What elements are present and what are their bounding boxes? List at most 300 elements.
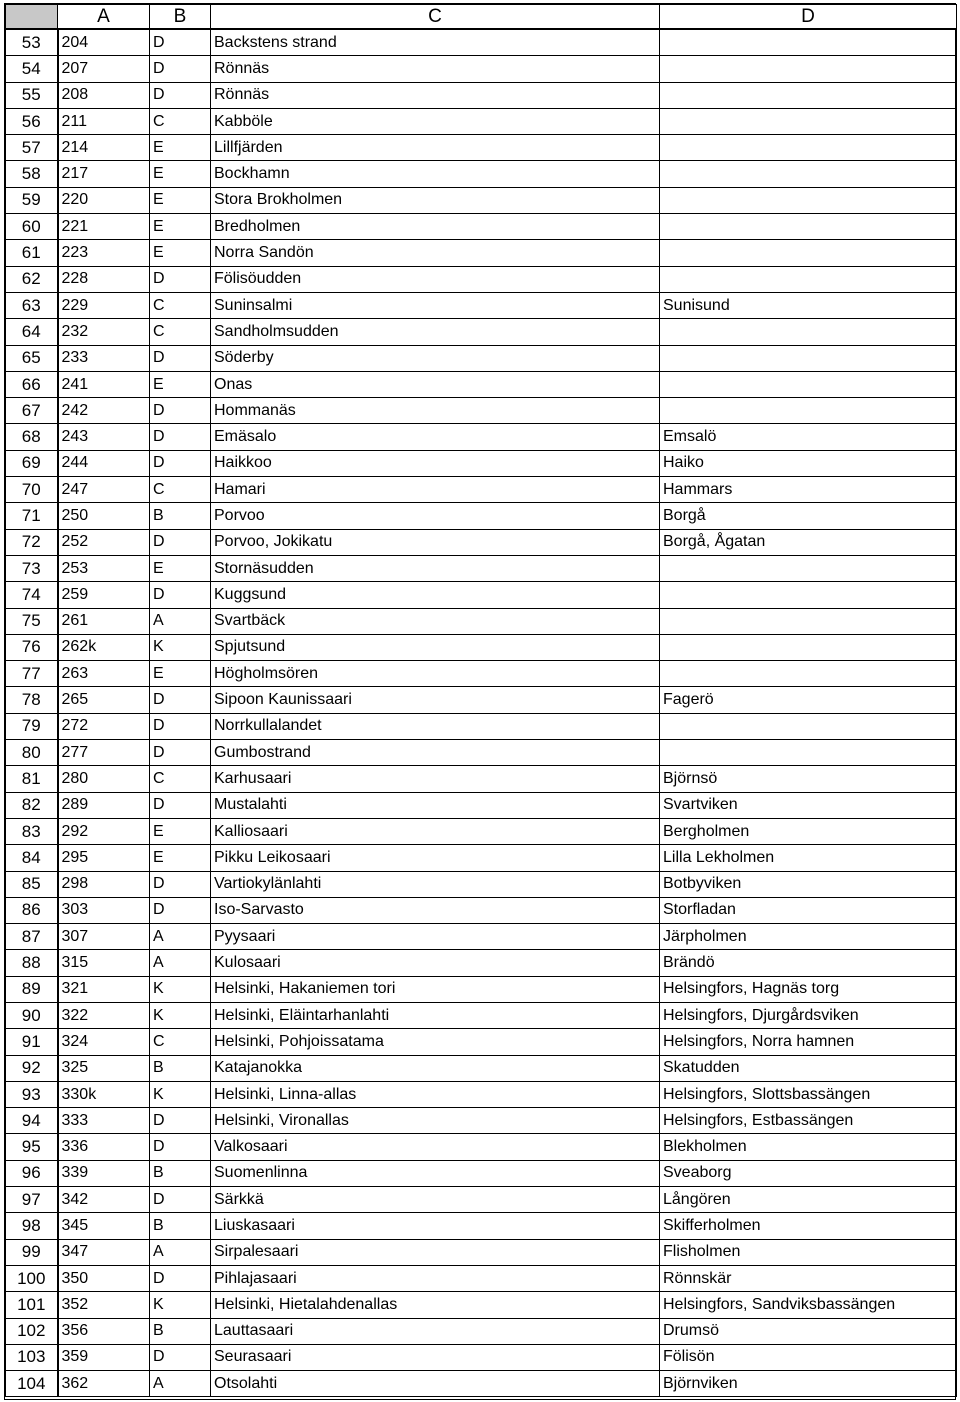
table-row bbox=[6, 450, 957, 476]
cell-d[interactable]: Drumsö bbox=[660, 1318, 957, 1344]
table-row bbox=[6, 1134, 957, 1160]
cell-d[interactable] bbox=[660, 319, 957, 345]
cell-d[interactable] bbox=[660, 214, 957, 240]
cell-b[interactable]: A bbox=[150, 1371, 211, 1397]
cell-c[interactable]: Spjutsund bbox=[211, 634, 660, 660]
cell-a[interactable]: 221 bbox=[58, 214, 150, 240]
cell-d[interactable] bbox=[660, 555, 957, 581]
cell-a[interactable]: 345 bbox=[58, 1213, 150, 1239]
table-row bbox=[6, 871, 957, 897]
cell-a[interactable]: 280 bbox=[58, 766, 150, 792]
cell-c[interactable]: Lillfjärden bbox=[211, 135, 660, 161]
cell-b[interactable]: C bbox=[150, 766, 211, 792]
cell-c[interactable]: Rönnäs bbox=[211, 56, 660, 82]
cell-c[interactable]: Söderby bbox=[211, 345, 660, 371]
cell-b[interactable]: D bbox=[150, 897, 211, 923]
cell-c[interactable]: Kuggsund bbox=[211, 582, 660, 608]
row-number[interactable]: 81 bbox=[6, 766, 58, 792]
row-number[interactable]: 66 bbox=[6, 371, 58, 397]
cell-a[interactable]: 298 bbox=[58, 871, 150, 897]
cell-b[interactable]: D bbox=[150, 713, 211, 739]
cell-d[interactable] bbox=[660, 608, 957, 634]
table-row bbox=[6, 555, 957, 581]
table-row bbox=[6, 818, 957, 844]
row-number[interactable]: 91 bbox=[6, 1029, 58, 1055]
cell-a[interactable]: 289 bbox=[58, 792, 150, 818]
row-number[interactable]: 98 bbox=[6, 1213, 58, 1239]
cell-a[interactable]: 253 bbox=[58, 555, 150, 581]
row-number[interactable]: 61 bbox=[6, 240, 58, 266]
cell-c[interactable]: Helsinki, Vironallas bbox=[211, 1108, 660, 1134]
cell-a[interactable]: 324 bbox=[58, 1029, 150, 1055]
cell-c[interactable]: Karhusaari bbox=[211, 766, 660, 792]
row-number[interactable]: 87 bbox=[6, 924, 58, 950]
row-number[interactable]: 88 bbox=[6, 950, 58, 976]
cell-a[interactable]: 333 bbox=[58, 1108, 150, 1134]
cell-c[interactable]: Porvoo bbox=[211, 503, 660, 529]
cell-a[interactable]: 272 bbox=[58, 713, 150, 739]
table-row bbox=[6, 424, 957, 450]
cell-b[interactable]: E bbox=[150, 371, 211, 397]
table-row bbox=[6, 740, 957, 766]
cell-c[interactable]: Stornäsudden bbox=[211, 555, 660, 581]
cell-a[interactable]: 229 bbox=[58, 292, 150, 318]
row-number[interactable]: 90 bbox=[6, 1002, 58, 1028]
row-number[interactable]: 86 bbox=[6, 897, 58, 923]
cell-c[interactable]: Iso-Sarvasto bbox=[211, 897, 660, 923]
cell-b[interactable]: D bbox=[150, 740, 211, 766]
table-row bbox=[6, 924, 957, 950]
cell-b[interactable]: C bbox=[150, 108, 211, 134]
cell-b[interactable]: A bbox=[150, 608, 211, 634]
table-row bbox=[6, 608, 957, 634]
cell-b[interactable]: D bbox=[150, 424, 211, 450]
cell-a[interactable]: 232 bbox=[58, 319, 150, 345]
cell-b[interactable]: C bbox=[150, 319, 211, 345]
cell-d[interactable]: Flisholmen bbox=[660, 1239, 957, 1265]
row-number[interactable]: 102 bbox=[6, 1318, 58, 1344]
cell-c[interactable]: Norra Sandön bbox=[211, 240, 660, 266]
cell-c[interactable]: Sirpalesaari bbox=[211, 1239, 660, 1265]
row-number[interactable]: 83 bbox=[6, 818, 58, 844]
cell-b[interactable]: B bbox=[150, 1160, 211, 1186]
cell-a[interactable]: 204 bbox=[58, 29, 150, 56]
row-number[interactable]: 59 bbox=[6, 187, 58, 213]
table-row bbox=[6, 345, 957, 371]
cell-d[interactable]: Fölisön bbox=[660, 1344, 957, 1370]
cell-a[interactable]: 295 bbox=[58, 845, 150, 871]
cell-d[interactable]: Blekholmen bbox=[660, 1134, 957, 1160]
cell-c[interactable]: Lauttasaari bbox=[211, 1318, 660, 1344]
cell-d[interactable]: Borgå, Ågatan bbox=[660, 529, 957, 555]
cell-c[interactable]: Gumbostrand bbox=[211, 740, 660, 766]
cell-c[interactable]: Seurasaari bbox=[211, 1344, 660, 1370]
cell-d[interactable] bbox=[660, 266, 957, 292]
table-row bbox=[6, 240, 957, 266]
cell-c[interactable]: Porvoo, Jokikatu bbox=[211, 529, 660, 555]
row-number[interactable]: 55 bbox=[6, 82, 58, 108]
row-number[interactable]: 69 bbox=[6, 450, 58, 476]
cell-c[interactable]: Otsolahti bbox=[211, 1371, 660, 1397]
row-number[interactable]: 100 bbox=[6, 1265, 58, 1291]
cell-d[interactable]: Sunisund bbox=[660, 292, 957, 318]
cell-c[interactable]: Onas bbox=[211, 371, 660, 397]
cell-b[interactable]: K bbox=[150, 976, 211, 1002]
cell-a[interactable]: 243 bbox=[58, 424, 150, 450]
row-number[interactable]: 68 bbox=[6, 424, 58, 450]
cell-b[interactable]: K bbox=[150, 1292, 211, 1318]
row-number[interactable]: 94 bbox=[6, 1108, 58, 1134]
table-row bbox=[6, 1055, 957, 1081]
cell-d[interactable] bbox=[660, 713, 957, 739]
cell-b[interactable]: B bbox=[150, 1055, 211, 1081]
row-number[interactable]: 53 bbox=[6, 29, 58, 56]
cell-d[interactable]: Borgå bbox=[660, 503, 957, 529]
table-row bbox=[6, 661, 957, 687]
table-row bbox=[6, 529, 957, 555]
cell-d[interactable]: Skatudden bbox=[660, 1055, 957, 1081]
cell-d[interactable] bbox=[660, 108, 957, 134]
row-number[interactable]: 84 bbox=[6, 845, 58, 871]
cell-a[interactable]: 223 bbox=[58, 240, 150, 266]
cell-b[interactable]: C bbox=[150, 1029, 211, 1055]
row-number[interactable]: 63 bbox=[6, 292, 58, 318]
cell-d[interactable] bbox=[660, 582, 957, 608]
cell-a[interactable]: 247 bbox=[58, 477, 150, 503]
row-number[interactable]: 82 bbox=[6, 792, 58, 818]
cell-a[interactable]: 292 bbox=[58, 818, 150, 844]
table-row bbox=[6, 713, 957, 739]
cell-c[interactable]: Vartiokylänlahti bbox=[211, 871, 660, 897]
cell-b[interactable]: B bbox=[150, 1213, 211, 1239]
cell-a[interactable]: 211 bbox=[58, 108, 150, 134]
table-row bbox=[6, 214, 957, 240]
cell-a[interactable]: 350 bbox=[58, 1265, 150, 1291]
cell-c[interactable]: Rönnäs bbox=[211, 82, 660, 108]
cell-c[interactable]: Helsinki, Linna-allas bbox=[211, 1081, 660, 1107]
cell-b[interactable]: E bbox=[150, 240, 211, 266]
cell-a[interactable]: 242 bbox=[58, 398, 150, 424]
cell-b[interactable]: D bbox=[150, 1265, 211, 1291]
cell-b[interactable]: D bbox=[150, 792, 211, 818]
cell-c[interactable]: Hamari bbox=[211, 477, 660, 503]
cell-b[interactable]: K bbox=[150, 1081, 211, 1107]
row-number[interactable]: 101 bbox=[6, 1292, 58, 1318]
cell-a[interactable]: 342 bbox=[58, 1187, 150, 1213]
cell-d[interactable]: Sveaborg bbox=[660, 1160, 957, 1186]
spreadsheet bbox=[4, 3, 956, 1400]
cell-a[interactable]: 252 bbox=[58, 529, 150, 555]
table-row bbox=[6, 371, 957, 397]
row-number[interactable]: 70 bbox=[6, 477, 58, 503]
cell-c[interactable]: Kulosaari bbox=[211, 950, 660, 976]
row-number[interactable]: 64 bbox=[6, 319, 58, 345]
cell-d[interactable] bbox=[660, 135, 957, 161]
row-number[interactable]: 67 bbox=[6, 398, 58, 424]
row-number[interactable]: 97 bbox=[6, 1187, 58, 1213]
cell-c[interactable]: Helsinki, Eläintarhanlahti bbox=[211, 1002, 660, 1028]
cell-b[interactable]: D bbox=[150, 1108, 211, 1134]
table-row bbox=[6, 29, 957, 56]
cell-d[interactable] bbox=[660, 634, 957, 660]
cell-c[interactable]: Sipoon Kaunissaari bbox=[211, 687, 660, 713]
row-number[interactable]: 72 bbox=[6, 529, 58, 555]
cell-c[interactable]: Pihlajasaari bbox=[211, 1265, 660, 1291]
table-row bbox=[6, 135, 957, 161]
table-row bbox=[6, 1213, 957, 1239]
cell-b[interactable]: A bbox=[150, 950, 211, 976]
cell-c[interactable]: Emäsalo bbox=[211, 424, 660, 450]
cell-b[interactable]: D bbox=[150, 82, 211, 108]
cell-c[interactable]: Liuskasaari bbox=[211, 1213, 660, 1239]
cell-c[interactable]: Helsinki, Pohjoissatama bbox=[211, 1029, 660, 1055]
row-number[interactable]: 57 bbox=[6, 135, 58, 161]
cell-b[interactable]: E bbox=[150, 214, 211, 240]
column-header-c[interactable]: C bbox=[211, 5, 660, 30]
row-number[interactable]: 65 bbox=[6, 345, 58, 371]
cell-d[interactable]: Svartviken bbox=[660, 792, 957, 818]
cell-c[interactable]: Helsinki, Hakaniemen tori bbox=[211, 976, 660, 1002]
row-number[interactable]: 89 bbox=[6, 976, 58, 1002]
cell-d[interactable]: Storfladan bbox=[660, 897, 957, 923]
cell-a[interactable]: 207 bbox=[58, 56, 150, 82]
cell-d[interactable] bbox=[660, 82, 957, 108]
cell-d[interactable] bbox=[660, 29, 957, 56]
row-number[interactable]: 103 bbox=[6, 1344, 58, 1370]
cell-d[interactable]: Helsingfors, Sandviksbassängen bbox=[660, 1292, 957, 1318]
row-number[interactable]: 93 bbox=[6, 1081, 58, 1107]
cell-b[interactable]: D bbox=[150, 398, 211, 424]
cell-b[interactable]: D bbox=[150, 345, 211, 371]
cell-a[interactable]: 303 bbox=[58, 897, 150, 923]
cell-b[interactable]: E bbox=[150, 187, 211, 213]
cell-c[interactable]: Norrkullalandet bbox=[211, 713, 660, 739]
cell-c[interactable]: Bockhamn bbox=[211, 161, 660, 187]
cell-b[interactable]: D bbox=[150, 266, 211, 292]
cell-d[interactable]: Björnviken bbox=[660, 1371, 957, 1397]
cell-a[interactable]: 307 bbox=[58, 924, 150, 950]
cell-d[interactable]: Skifferholmen bbox=[660, 1213, 957, 1239]
cell-b[interactable]: D bbox=[150, 1187, 211, 1213]
cell-b[interactable]: A bbox=[150, 1239, 211, 1265]
row-number[interactable]: 79 bbox=[6, 713, 58, 739]
cell-c[interactable]: Svartbäck bbox=[211, 608, 660, 634]
column-header-d[interactable]: D bbox=[660, 5, 957, 30]
cell-d[interactable]: Haiko bbox=[660, 450, 957, 476]
cell-a[interactable]: 339 bbox=[58, 1160, 150, 1186]
cell-c[interactable]: Fölisöudden bbox=[211, 266, 660, 292]
cell-d[interactable]: Järpholmen bbox=[660, 924, 957, 950]
row-number[interactable]: 76 bbox=[6, 634, 58, 660]
cell-d[interactable] bbox=[660, 56, 957, 82]
cell-b[interactable]: D bbox=[150, 1134, 211, 1160]
table-row bbox=[6, 792, 957, 818]
cell-a[interactable]: 321 bbox=[58, 976, 150, 1002]
cell-a[interactable]: 259 bbox=[58, 582, 150, 608]
cell-d[interactable] bbox=[660, 371, 957, 397]
cell-b[interactable]: E bbox=[150, 135, 211, 161]
cell-a[interactable]: 228 bbox=[58, 266, 150, 292]
cell-a[interactable]: 359 bbox=[58, 1344, 150, 1370]
table-row bbox=[6, 398, 957, 424]
row-number[interactable]: 56 bbox=[6, 108, 58, 134]
cell-b[interactable]: D bbox=[150, 582, 211, 608]
cell-a[interactable]: 263 bbox=[58, 661, 150, 687]
row-number[interactable]: 99 bbox=[6, 1239, 58, 1265]
cell-a[interactable]: 325 bbox=[58, 1055, 150, 1081]
cell-a[interactable]: 214 bbox=[58, 135, 150, 161]
cell-c[interactable]: Kalliosaari bbox=[211, 818, 660, 844]
select-all-corner[interactable] bbox=[6, 5, 58, 30]
cell-b[interactable]: D bbox=[150, 1344, 211, 1370]
cell-d[interactable] bbox=[660, 240, 957, 266]
row-number[interactable]: 96 bbox=[6, 1160, 58, 1186]
row-number[interactable]: 74 bbox=[6, 582, 58, 608]
grid-body bbox=[6, 29, 957, 1397]
row-number[interactable]: 77 bbox=[6, 661, 58, 687]
cell-b[interactable]: K bbox=[150, 634, 211, 660]
cell-c[interactable]: Pikku Leikosaari bbox=[211, 845, 660, 871]
row-number[interactable]: 104 bbox=[6, 1371, 58, 1397]
cell-c[interactable]: Suninsalmi bbox=[211, 292, 660, 318]
row-number[interactable]: 71 bbox=[6, 503, 58, 529]
cell-c[interactable]: Pyysaari bbox=[211, 924, 660, 950]
cell-a[interactable]: 265 bbox=[58, 687, 150, 713]
table-row bbox=[6, 1318, 957, 1344]
cell-d[interactable]: Helsingfors, Norra hamnen bbox=[660, 1029, 957, 1055]
column-header-b[interactable]: B bbox=[150, 5, 211, 30]
cell-b[interactable]: D bbox=[150, 871, 211, 897]
cell-d[interactable]: Hammars bbox=[660, 477, 957, 503]
table-row bbox=[6, 1239, 957, 1265]
row-number[interactable]: 60 bbox=[6, 214, 58, 240]
cell-c[interactable]: Mustalahti bbox=[211, 792, 660, 818]
cell-b[interactable]: K bbox=[150, 1002, 211, 1028]
cell-b[interactable]: D bbox=[150, 56, 211, 82]
cell-b[interactable]: D bbox=[150, 29, 211, 56]
row-number[interactable]: 62 bbox=[6, 266, 58, 292]
cell-a[interactable]: 277 bbox=[58, 740, 150, 766]
row-number[interactable]: 58 bbox=[6, 161, 58, 187]
table-row bbox=[6, 477, 957, 503]
table-row bbox=[6, 108, 957, 134]
cell-b[interactable]: C bbox=[150, 477, 211, 503]
cell-b[interactable]: E bbox=[150, 661, 211, 687]
cell-a[interactable]: 322 bbox=[58, 1002, 150, 1028]
cell-d[interactable]: Helsingfors, Hagnäs torg bbox=[660, 976, 957, 1002]
cell-d[interactable]: Brändö bbox=[660, 950, 957, 976]
cell-b[interactable]: A bbox=[150, 924, 211, 950]
table-row bbox=[6, 1081, 957, 1107]
row-number[interactable]: 85 bbox=[6, 871, 58, 897]
cell-d[interactable]: Fagerö bbox=[660, 687, 957, 713]
cell-c[interactable]: Kabböle bbox=[211, 108, 660, 134]
row-number[interactable]: 92 bbox=[6, 1055, 58, 1081]
cell-a[interactable]: 220 bbox=[58, 187, 150, 213]
table-row bbox=[6, 1265, 957, 1291]
cell-a[interactable]: 336 bbox=[58, 1134, 150, 1160]
row-number[interactable]: 54 bbox=[6, 56, 58, 82]
cell-d[interactable] bbox=[660, 398, 957, 424]
cell-c[interactable]: Högholmsören bbox=[211, 661, 660, 687]
cell-d[interactable]: Bergholmen bbox=[660, 818, 957, 844]
cell-a[interactable]: 347 bbox=[58, 1239, 150, 1265]
cell-d[interactable]: Helsingfors, Estbassängen bbox=[660, 1108, 957, 1134]
cell-b[interactable]: B bbox=[150, 503, 211, 529]
cell-a[interactable]: 217 bbox=[58, 161, 150, 187]
table-row bbox=[6, 161, 957, 187]
cell-c[interactable]: Suomenlinna bbox=[211, 1160, 660, 1186]
cell-d[interactable] bbox=[660, 187, 957, 213]
cell-d[interactable]: Helsingfors, Djurgårdsviken bbox=[660, 1002, 957, 1028]
cell-d[interactable] bbox=[660, 661, 957, 687]
cell-a[interactable]: 244 bbox=[58, 450, 150, 476]
cell-b[interactable]: E bbox=[150, 555, 211, 581]
cell-d[interactable] bbox=[660, 345, 957, 371]
cell-c[interactable]: Hommanäs bbox=[211, 398, 660, 424]
table-row bbox=[6, 1371, 957, 1397]
cell-b[interactable]: C bbox=[150, 292, 211, 318]
cell-b[interactable]: D bbox=[150, 450, 211, 476]
cell-d[interactable]: Lilla Lekholmen bbox=[660, 845, 957, 871]
cell-a[interactable]: 315 bbox=[58, 950, 150, 976]
cell-c[interactable]: Bredholmen bbox=[211, 214, 660, 240]
cell-b[interactable]: E bbox=[150, 161, 211, 187]
row-number[interactable]: 78 bbox=[6, 687, 58, 713]
cell-a[interactable]: 352 bbox=[58, 1292, 150, 1318]
cell-d[interactable]: Emsalö bbox=[660, 424, 957, 450]
row-number[interactable]: 75 bbox=[6, 608, 58, 634]
table-row bbox=[6, 766, 957, 792]
cell-b[interactable]: E bbox=[150, 818, 211, 844]
cell-b[interactable]: D bbox=[150, 529, 211, 555]
cell-b[interactable]: B bbox=[150, 1318, 211, 1344]
cell-c[interactable]: Särkkä bbox=[211, 1187, 660, 1213]
cell-a[interactable]: 262k bbox=[58, 634, 150, 660]
row-number[interactable]: 73 bbox=[6, 555, 58, 581]
cell-a[interactable]: 261 bbox=[58, 608, 150, 634]
row-number[interactable]: 80 bbox=[6, 740, 58, 766]
cell-c[interactable]: Backstens strand bbox=[211, 29, 660, 56]
cell-c[interactable]: Valkosaari bbox=[211, 1134, 660, 1160]
cell-a[interactable]: 356 bbox=[58, 1318, 150, 1344]
table-row bbox=[6, 266, 957, 292]
table-row bbox=[6, 1160, 957, 1186]
cell-a[interactable]: 362 bbox=[58, 1371, 150, 1397]
cell-a[interactable]: 241 bbox=[58, 371, 150, 397]
cell-a[interactable]: 250 bbox=[58, 503, 150, 529]
cell-d[interactable]: Botbyviken bbox=[660, 871, 957, 897]
cell-b[interactable]: D bbox=[150, 687, 211, 713]
cell-c[interactable]: Haikkoo bbox=[211, 450, 660, 476]
cell-d[interactable] bbox=[660, 161, 957, 187]
cell-c[interactable]: Sandholmsudden bbox=[211, 319, 660, 345]
cell-a[interactable]: 208 bbox=[58, 82, 150, 108]
column-header-a[interactable]: A bbox=[58, 5, 150, 30]
cell-b[interactable]: E bbox=[150, 845, 211, 871]
cell-a[interactable]: 233 bbox=[58, 345, 150, 371]
cell-c[interactable]: Helsinki, Hietalahdenallas bbox=[211, 1292, 660, 1318]
cell-a[interactable]: 330k bbox=[58, 1081, 150, 1107]
cell-d[interactable]: Helsingfors, Slottsbassängen bbox=[660, 1081, 957, 1107]
cell-c[interactable]: Katajanokka bbox=[211, 1055, 660, 1081]
cell-d[interactable]: Björnsö bbox=[660, 766, 957, 792]
cell-c[interactable]: Stora Brokholmen bbox=[211, 187, 660, 213]
cell-d[interactable] bbox=[660, 740, 957, 766]
cell-d[interactable]: Långören bbox=[660, 1187, 957, 1213]
row-number[interactable]: 95 bbox=[6, 1134, 58, 1160]
cell-d[interactable]: Rönnskär bbox=[660, 1265, 957, 1291]
